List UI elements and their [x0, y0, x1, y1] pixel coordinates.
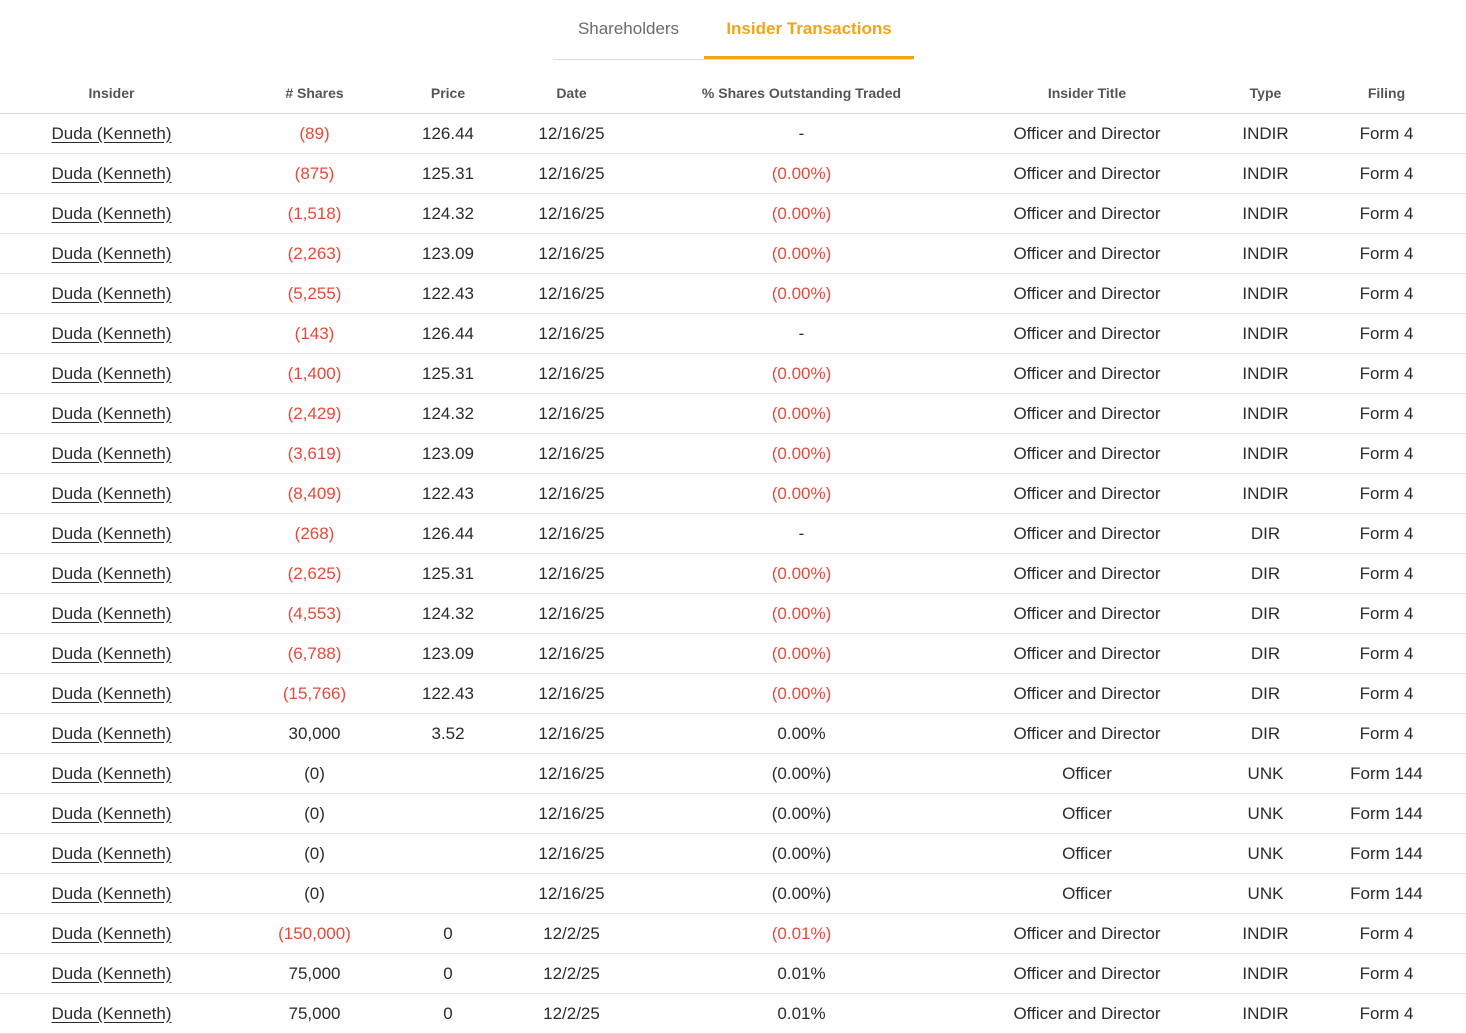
- insider-link[interactable]: Duda (Kenneth): [51, 1003, 172, 1023]
- table-row: [0, 554, 1466, 594]
- cell-pct-outstanding: (0.00%): [653, 234, 950, 274]
- cell-date: 12/16/25: [490, 354, 653, 394]
- insider-link[interactable]: Duda (Kenneth): [51, 403, 172, 423]
- cell-filing: Form 4: [1307, 154, 1466, 194]
- cell-insider: [0, 154, 223, 194]
- cell-type: DIR: [1224, 554, 1307, 594]
- table-row: [0, 434, 1466, 474]
- insider-link[interactable]: Duda (Kenneth): [51, 323, 172, 343]
- cell-shares: (268): [223, 514, 406, 554]
- cell-insider: [0, 594, 223, 634]
- cell-pct-outstanding: -: [653, 314, 950, 354]
- cell-pct-outstanding: 0.01%: [653, 994, 950, 1034]
- insider-link[interactable]: Duda (Kenneth): [51, 523, 172, 543]
- cell-shares: (0): [223, 834, 406, 874]
- cell-insider-title: Officer and Director: [950, 994, 1224, 1034]
- cell-date: 12/16/25: [490, 554, 653, 594]
- cell-price: 126.44: [406, 314, 490, 354]
- cell-pct-outstanding: (0.00%): [653, 434, 950, 474]
- cell-price: 123.09: [406, 234, 490, 274]
- cell-price: 126.44: [406, 114, 490, 154]
- cell-filing: Form 4: [1307, 354, 1466, 394]
- cell-pct-outstanding: (0.00%): [653, 394, 950, 434]
- cell-price: 125.31: [406, 354, 490, 394]
- tab-insider-transactions[interactable]: Insider Transactions: [704, 0, 914, 59]
- cell-insider: [0, 434, 223, 474]
- table-row: [0, 354, 1466, 394]
- cell-pct-outstanding: (0.00%): [653, 554, 950, 594]
- insider-link[interactable]: Duda (Kenneth): [51, 283, 172, 303]
- table-header-row: [0, 73, 1466, 114]
- cell-pct-outstanding: (0.00%): [653, 794, 950, 834]
- cell-type: INDIR: [1224, 434, 1307, 474]
- cell-filing: Form 144: [1307, 794, 1466, 834]
- cell-insider: [0, 514, 223, 554]
- cell-date: 12/16/25: [490, 834, 653, 874]
- header-type[interactable]: Type: [1224, 73, 1307, 114]
- table-row: [0, 594, 1466, 634]
- cell-price: 0: [406, 994, 490, 1034]
- cell-date: 12/16/25: [490, 154, 653, 194]
- cell-insider-title: Officer and Director: [950, 394, 1224, 434]
- cell-insider-title: Officer and Director: [950, 634, 1224, 674]
- cell-filing: Form 4: [1307, 434, 1466, 474]
- cell-insider-title: Officer and Director: [950, 354, 1224, 394]
- tab-bar: [553, 0, 914, 60]
- cell-shares: (1,400): [223, 354, 406, 394]
- cell-filing: Form 144: [1307, 874, 1466, 914]
- cell-insider-title: Officer and Director: [950, 954, 1224, 994]
- cell-pct-outstanding: (0.00%): [653, 194, 950, 234]
- cell-pct-outstanding: (0.00%): [653, 834, 950, 874]
- cell-type: DIR: [1224, 674, 1307, 714]
- cell-insider: [0, 834, 223, 874]
- cell-pct-outstanding: (0.00%): [653, 634, 950, 674]
- cell-shares: (3,619): [223, 434, 406, 474]
- cell-shares: (0): [223, 794, 406, 834]
- cell-price: 123.09: [406, 634, 490, 674]
- cell-filing: Form 4: [1307, 954, 1466, 994]
- table-row: [0, 674, 1466, 714]
- cell-type: INDIR: [1224, 274, 1307, 314]
- cell-insider-title: Officer and Director: [950, 274, 1224, 314]
- cell-pct-outstanding: 0.00%: [653, 714, 950, 754]
- cell-shares: (0): [223, 874, 406, 914]
- cell-insider: [0, 474, 223, 514]
- insider-link[interactable]: Duda (Kenneth): [51, 843, 172, 863]
- cell-type: DIR: [1224, 594, 1307, 634]
- cell-date: 12/16/25: [490, 114, 653, 154]
- cell-shares: (150,000): [223, 914, 406, 954]
- cell-shares: (8,409): [223, 474, 406, 514]
- cell-type: INDIR: [1224, 234, 1307, 274]
- cell-insider: [0, 994, 223, 1034]
- cell-shares: (15,766): [223, 674, 406, 714]
- table-row: [0, 754, 1466, 794]
- cell-filing: Form 4: [1307, 554, 1466, 594]
- cell-type: UNK: [1224, 834, 1307, 874]
- cell-filing: Form 4: [1307, 594, 1466, 634]
- tab-shareholders[interactable]: Shareholders: [577, 19, 680, 38]
- cell-insider-title: Officer and Director: [950, 914, 1224, 954]
- cell-filing: Form 4: [1307, 314, 1466, 354]
- cell-type: INDIR: [1224, 114, 1307, 154]
- cell-type: UNK: [1224, 794, 1307, 834]
- cell-shares: (89): [223, 114, 406, 154]
- cell-type: INDIR: [1224, 394, 1307, 434]
- insider-link[interactable]: Duda (Kenneth): [51, 123, 172, 143]
- cell-date: 12/2/25: [490, 994, 653, 1034]
- header-insider[interactable]: Insider: [0, 73, 223, 114]
- cell-insider: [0, 874, 223, 914]
- cell-price: [406, 874, 490, 914]
- cell-pct-outstanding: (0.00%): [653, 474, 950, 514]
- insider-link[interactable]: Duda (Kenneth): [51, 683, 172, 703]
- insider-link[interactable]: Duda (Kenneth): [51, 603, 172, 623]
- cell-shares: 30,000: [223, 714, 406, 754]
- cell-shares: (4,553): [223, 594, 406, 634]
- cell-date: 12/16/25: [490, 274, 653, 314]
- insider-transactions-table: [0, 73, 1466, 1034]
- insider-link[interactable]: Duda (Kenneth): [51, 883, 172, 903]
- table-row: [0, 714, 1466, 754]
- cell-pct-outstanding: -: [653, 514, 950, 554]
- insider-link[interactable]: Duda (Kenneth): [51, 163, 172, 183]
- cell-date: 12/16/25: [490, 234, 653, 274]
- cell-pct-outstanding: (0.00%): [653, 754, 950, 794]
- table-row: [0, 634, 1466, 674]
- cell-pct-outstanding: (0.01%): [653, 914, 950, 954]
- cell-shares: (2,263): [223, 234, 406, 274]
- cell-filing: Form 4: [1307, 634, 1466, 674]
- cell-pct-outstanding: 0.01%: [653, 954, 950, 994]
- cell-filing: Form 4: [1307, 994, 1466, 1034]
- table-row: [0, 954, 1466, 994]
- cell-price: 0: [406, 954, 490, 994]
- cell-price: 125.31: [406, 554, 490, 594]
- insider-link[interactable]: Duda (Kenneth): [51, 483, 172, 503]
- insider-link[interactable]: Duda (Kenneth): [51, 243, 172, 263]
- header-insider-title[interactable]: Insider Title: [950, 73, 1224, 114]
- cell-date: 12/2/25: [490, 954, 653, 994]
- cell-type: INDIR: [1224, 474, 1307, 514]
- cell-insider-title: Officer and Director: [950, 514, 1224, 554]
- cell-shares: (0): [223, 754, 406, 794]
- cell-price: 125.31: [406, 154, 490, 194]
- cell-price: 124.32: [406, 194, 490, 234]
- cell-insider-title: Officer and Director: [950, 714, 1224, 754]
- cell-insider-title: Officer: [950, 874, 1224, 914]
- cell-shares: (1,518): [223, 194, 406, 234]
- cell-date: 12/16/25: [490, 874, 653, 914]
- cell-insider-title: Officer and Director: [950, 114, 1224, 154]
- cell-price: 0: [406, 914, 490, 954]
- cell-filing: Form 4: [1307, 474, 1466, 514]
- cell-insider: [0, 314, 223, 354]
- cell-date: 12/16/25: [490, 634, 653, 674]
- table-row: [0, 514, 1466, 554]
- table-row: [0, 274, 1466, 314]
- insider-link[interactable]: Duda (Kenneth): [51, 763, 172, 783]
- cell-date: 12/16/25: [490, 594, 653, 634]
- cell-price: 126.44: [406, 514, 490, 554]
- cell-shares: 75,000: [223, 954, 406, 994]
- cell-shares: (143): [223, 314, 406, 354]
- insider-link[interactable]: Duda (Kenneth): [51, 203, 172, 223]
- table-row: [0, 314, 1466, 354]
- cell-insider: [0, 114, 223, 154]
- cell-price: 122.43: [406, 474, 490, 514]
- cell-filing: Form 4: [1307, 194, 1466, 234]
- cell-date: 12/16/25: [490, 714, 653, 754]
- cell-insider-title: Officer and Director: [950, 674, 1224, 714]
- cell-insider: [0, 794, 223, 834]
- cell-insider-title: Officer and Director: [950, 154, 1224, 194]
- table-row: [0, 794, 1466, 834]
- cell-price: 124.32: [406, 394, 490, 434]
- cell-insider-title: Officer: [950, 834, 1224, 874]
- table-row: [0, 834, 1466, 874]
- cell-insider: [0, 634, 223, 674]
- cell-type: DIR: [1224, 514, 1307, 554]
- cell-insider: [0, 234, 223, 274]
- cell-filing: Form 4: [1307, 914, 1466, 954]
- cell-type: DIR: [1224, 634, 1307, 674]
- cell-filing: Form 144: [1307, 834, 1466, 874]
- cell-insider: [0, 674, 223, 714]
- cell-insider: [0, 914, 223, 954]
- cell-insider-title: Officer and Director: [950, 234, 1224, 274]
- table-row: [0, 994, 1466, 1034]
- cell-insider: [0, 754, 223, 794]
- cell-insider-title: Officer and Director: [950, 554, 1224, 594]
- cell-filing: Form 4: [1307, 274, 1466, 314]
- cell-insider: [0, 554, 223, 594]
- cell-type: UNK: [1224, 874, 1307, 914]
- cell-shares: 75,000: [223, 994, 406, 1034]
- header-pct-outstanding[interactable]: % Shares Outstanding Traded: [653, 73, 950, 114]
- header-shares[interactable]: # Shares: [223, 73, 406, 114]
- cell-insider: [0, 954, 223, 994]
- cell-price: [406, 834, 490, 874]
- cell-date: 12/16/25: [490, 434, 653, 474]
- cell-price: 123.09: [406, 434, 490, 474]
- cell-date: 12/16/25: [490, 394, 653, 434]
- header-filing[interactable]: Filing: [1307, 73, 1466, 114]
- insider-link[interactable]: Duda (Kenneth): [51, 803, 172, 823]
- cell-pct-outstanding: (0.00%): [653, 354, 950, 394]
- insider-link[interactable]: Duda (Kenneth): [51, 363, 172, 383]
- cell-filing: Form 4: [1307, 234, 1466, 274]
- cell-date: 12/16/25: [490, 514, 653, 554]
- cell-filing: Form 4: [1307, 674, 1466, 714]
- cell-insider-title: Officer: [950, 754, 1224, 794]
- cell-insider-title: Officer and Director: [950, 594, 1224, 634]
- cell-date: 12/16/25: [490, 194, 653, 234]
- cell-insider: [0, 354, 223, 394]
- cell-pct-outstanding: (0.00%): [653, 274, 950, 314]
- cell-pct-outstanding: (0.00%): [653, 874, 950, 914]
- cell-filing: Form 144: [1307, 754, 1466, 794]
- cell-filing: Form 4: [1307, 114, 1466, 154]
- cell-date: 12/16/25: [490, 674, 653, 714]
- insider-link[interactable]: Duda (Kenneth): [51, 723, 172, 743]
- table-row: [0, 474, 1466, 514]
- cell-insider-title: Officer: [950, 794, 1224, 834]
- cell-pct-outstanding: (0.00%): [653, 594, 950, 634]
- table-row: [0, 874, 1466, 914]
- insider-link[interactable]: Duda (Kenneth): [51, 563, 172, 583]
- cell-type: INDIR: [1224, 354, 1307, 394]
- cell-type: INDIR: [1224, 314, 1307, 354]
- insider-link[interactable]: Duda (Kenneth): [51, 643, 172, 663]
- cell-pct-outstanding: -: [653, 114, 950, 154]
- cell-type: UNK: [1224, 754, 1307, 794]
- cell-date: 12/16/25: [490, 314, 653, 354]
- cell-filing: Form 4: [1307, 394, 1466, 434]
- cell-type: INDIR: [1224, 914, 1307, 954]
- cell-insider-title: Officer and Director: [950, 434, 1224, 474]
- cell-type: INDIR: [1224, 954, 1307, 994]
- insider-link[interactable]: Duda (Kenneth): [51, 923, 172, 943]
- cell-price: [406, 754, 490, 794]
- cell-insider-title: Officer and Director: [950, 314, 1224, 354]
- cell-shares: (6,788): [223, 634, 406, 674]
- cell-date: 12/16/25: [490, 474, 653, 514]
- cell-shares: (2,625): [223, 554, 406, 594]
- cell-price: [406, 794, 490, 834]
- cell-pct-outstanding: (0.00%): [653, 154, 950, 194]
- cell-filing: Form 4: [1307, 514, 1466, 554]
- insider-link[interactable]: Duda (Kenneth): [51, 963, 172, 983]
- cell-shares: (875): [223, 154, 406, 194]
- table-row: [0, 194, 1466, 234]
- cell-insider-title: Officer and Director: [950, 474, 1224, 514]
- table-row: [0, 234, 1466, 274]
- table-row: [0, 114, 1466, 154]
- cell-price: 3.52: [406, 714, 490, 754]
- insider-link[interactable]: Duda (Kenneth): [51, 443, 172, 463]
- cell-price: 124.32: [406, 594, 490, 634]
- cell-pct-outstanding: (0.00%): [653, 674, 950, 714]
- cell-type: INDIR: [1224, 194, 1307, 234]
- table-body: [0, 114, 1466, 1034]
- cell-price: 122.43: [406, 274, 490, 314]
- header-price[interactable]: Price: [406, 73, 490, 114]
- cell-price: 122.43: [406, 674, 490, 714]
- cell-type: DIR: [1224, 714, 1307, 754]
- table-row: [0, 154, 1466, 194]
- cell-shares: (5,255): [223, 274, 406, 314]
- cell-date: 12/16/25: [490, 754, 653, 794]
- cell-insider: [0, 714, 223, 754]
- cell-shares: (2,429): [223, 394, 406, 434]
- cell-insider: [0, 274, 223, 314]
- table-row: [0, 394, 1466, 434]
- table-row: [0, 914, 1466, 954]
- cell-type: INDIR: [1224, 154, 1307, 194]
- cell-date: 12/2/25: [490, 914, 653, 954]
- header-date[interactable]: Date: [490, 73, 653, 114]
- cell-type: INDIR: [1224, 994, 1307, 1034]
- cell-date: 12/16/25: [490, 794, 653, 834]
- cell-insider: [0, 394, 223, 434]
- cell-insider: [0, 194, 223, 234]
- cell-filing: Form 4: [1307, 714, 1466, 754]
- cell-insider-title: Officer and Director: [950, 194, 1224, 234]
